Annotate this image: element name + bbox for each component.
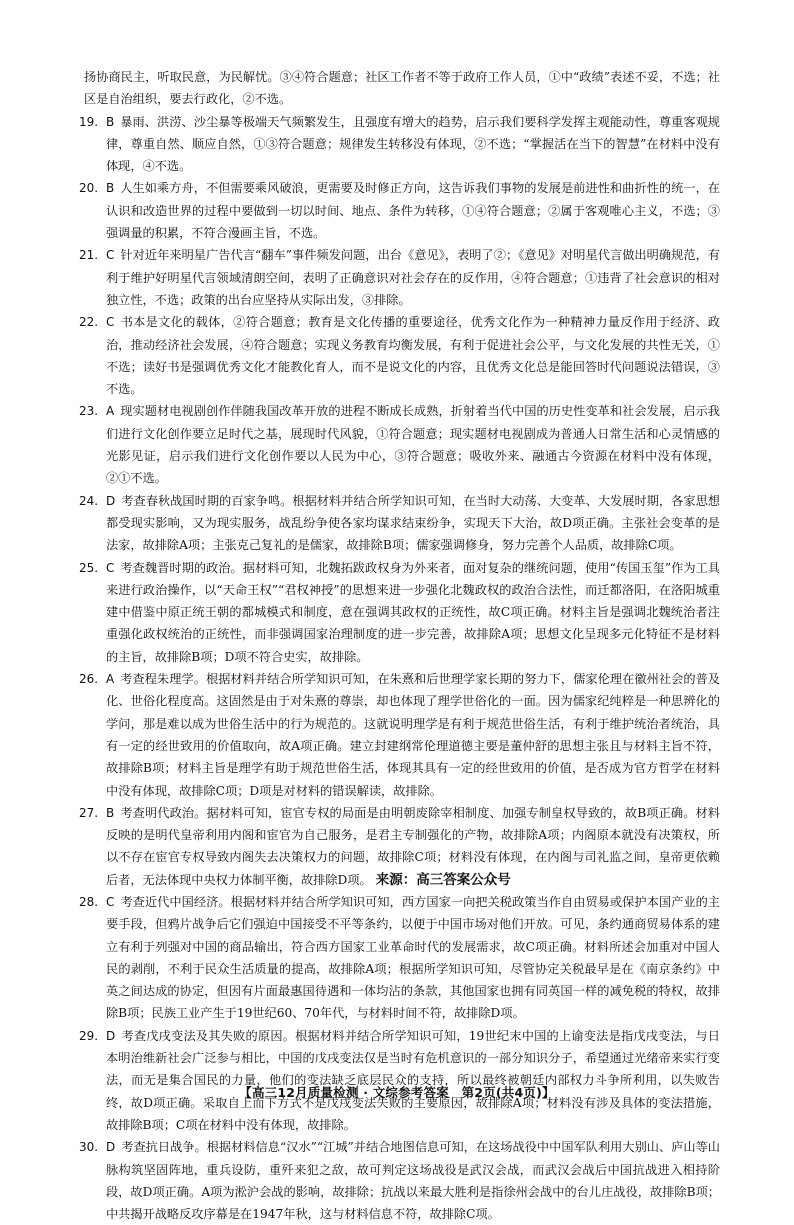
answer-letter: B: [106, 114, 115, 129]
answer-item: [79, 1136, 720, 1225]
answer-letter: C: [106, 894, 115, 909]
answer-item: [79, 177, 720, 244]
explanation-text: 考查魏晋时期的政治。据材料可知，北魏拓跋政权身为外来者，面对复杂的继统问题，使用“传国玉玺”作为工具来进行政治操作，以“天命王权”“君权神授”的思想来进一步强化北魏政权的政治合法性，而迁都洛阳，在洛阳城重建中借鉴中原正统王朝的都城模式和制度，意在强调其政权的正统性，故C项正确。材料主旨是强调北魏统治者注重强化政权统治的正统性，而非强调国家治理制度的进一步完善，故排除A项；思想文化呈现多元化特征不是材料的主旨，故排除B项；D项不符合史实，故排除。: [106, 560, 720, 664]
answer-item: [79, 490, 720, 557]
explanation-text: 暴雨、洪涝、沙尘暴等极端天气频繁发生，且强度有增大的趋势，启示我们要科学发挥主观能动性，尊重客观规律，尊重自然、顺应自然，①③符合题意；规律发生转移没有体现，②不选；“掌握活在当下的智慧”在材料中没有体现，④不选。: [106, 114, 720, 174]
question-number: 25.: [79, 560, 99, 575]
explanation-text: 现实题材电视剧创作伴随我国改革开放的进程不断成长成熟，折射着当代中国的历史性变革和社会发展，启示我们进行文化创作要立足时代之基，展现时代风貌，①符合题意；现实题材电视剧成为普通人日常生活和心灵情感的光影见证，启示我们进行文化创作要以人民为中心，③符合题意；吸收外来、融通古今资源在材料中没有体现，②①不选。: [106, 404, 720, 486]
explanation-text: 针对近年来明星广告代言“翻车”事件频发问题，出台《意见》，表明了②；《意见》对明星代言做出明确规范，有利于维护好明星代言领域清朗空间，表明了正确意识对社会存在的反作用，④符合题意；①违背了社会意识的相对独立性，不选；政策的出台应坚持从实际出发，③排除。: [106, 248, 720, 307]
answer-item: [79, 111, 720, 178]
question-number: 24.: [79, 493, 99, 508]
explanation-text: 书本是文化的载体，②符合题意；教育是文化传播的重要途径，优秀文化作为一种精神力量反作用于经济、政治，推动经济社会发展，④符合题意；实现义务教育均衡发展，有利于促进社会公平，与文化发展的共性无关，①不选；读好书是强调优秀文化才能教化育人，而不是说文化的内容，且优秀文化总是能回答时代问题说法错误，③不选。: [106, 315, 720, 397]
question-number: 19.: [79, 114, 99, 129]
answer-letter: A: [106, 404, 115, 419]
explanation-text: 考查戊戌变法及其失败的原因。根据材料并结合所学知识可知，19世纪末中国的上谕变法是指戊戌变法，与日本明治维新社会广泛参与相比，中国的戊戌变法仅是当时有危机意识的一部分知识分子，希望通过光绪帝来实行变法，而无是集合国民的力量，他们的变法缺乏底层民众的支持，所以最终被朝廷内部权力斗争所利用，以失败告终，故D项正确。采取自上而下方式不是戊戌变法失败的主要原因，故排除A项；材料没有涉及具体的变法措施，故排除B项；C项在材料中没有体现，故排除。: [106, 1028, 720, 1132]
explanation-text: 考查明代政治。据材料可知，宦官专权的局面是由明朝废除宰相制度、加强专制皇权导致的，故B项正确。材料反映的是明代皇帝利用内阁和宦官为自己服务，是君主专制强化的产物，故排除A项；内阁原本就没有决策权，所以不存在宦官专权导致内阁失去决策权力的问题，故排除C项；材料没有体现，在内阁与司礼监之间，皇帝更依赖后者，无法体现中央权力体制平衡，故排除D项。: [106, 805, 720, 887]
answer-letter: A: [106, 672, 115, 687]
answer-letter: B: [106, 805, 115, 820]
answer-letter: B: [106, 181, 115, 196]
question-number: 21.: [79, 248, 99, 263]
question-number: 20.: [79, 181, 99, 196]
explanation-text: 考查抗日战争。根据材料信息“汉水”“江城”并结合地图信息可知，在这场战役中中国军队利用大别山、庐山等山脉构筑坚固阵地，重兵设防，重歼来犯之敌，故可判定这场战役是武汉会战，而武汉会战后中国抗战进入相持阶段，故D项正确。A项为淞沪会战的影响，故排除；抗战以来最大胜利是指徐州会战中的台儿庄战役，故排除B项；中共揭开战略反攻序幕是在1947年秋，这与材料信息不符，故排除C项。: [106, 1140, 720, 1222]
intro-paragraph: 扬协商民主，听取民意，为民解忧。③④符合题意；社区工作者不等于政府工作人员，①中“政绩”表述不妥，不选；社区是自治组织，要去行政化，②不选。: [84, 70, 720, 107]
question-number: 28.: [79, 894, 99, 909]
answer-item: [79, 557, 720, 668]
explanation-text: 考查春秋战国时期的百家争鸣。根据材料并结合所学知识可知，在当时大动荡、大变革、大发展时期，各家思想都受现实影响，又为现实服务，战乱纷争使各家均谋求结束纷争，实现天下大治，故D项正确。主张社会变革的是法家，故排除A项；主张克己复礼的是儒家，故排除B项；儒家强调修身，努力完善个人品质，故排除C项。: [106, 493, 720, 553]
answer-item: [79, 400, 720, 489]
question-number: 30.: [79, 1140, 99, 1155]
question-number: 27.: [79, 805, 99, 820]
answer-item: [79, 1025, 720, 1136]
answer-list: [79, 111, 720, 1225]
question-number: 29.: [79, 1028, 99, 1043]
question-number: 23.: [79, 404, 99, 419]
answer-letter: C: [106, 248, 115, 263]
answer-item: [79, 891, 720, 1025]
answer-item: [79, 311, 720, 400]
answer-letter: D: [106, 1028, 116, 1043]
answer-item: [79, 668, 720, 802]
page-footer: 【高三12月质量检测 · 文综参考答案 第2页(共4页)】: [239, 1085, 555, 1100]
source-watermark-text: 来源：高三答案公众号: [375, 871, 511, 888]
explanation-text: 考查近代中国经济。根据材料并结合所学知识可知，西方国家一向把关税政策当作自由贸易或保护本国产业的主要手段，但鸦片战争后它们强迫中国接受不平等条约，以便于中国市场对他们开放。可见，条约通商贸易体系的建立有利于列强对中国的商品输出，符合西方国家工业革命时代的发展需求，故C项正确。材料所述会加重对中国人民的剥削，不利于民众生活质量的提高，故排除A项；根据所学知识可知，尽管协定关税最早是在《南京条约》中英之间达成的协定，但因有片面最惠国待遇和一体均沾的条款，其他国家也拥有同英国一样的减免税的特权，故排除B项；民族工业产生于19世纪60、70年代，与材料时间不符，故排除D项。: [106, 894, 720, 1021]
answer-letter: C: [106, 560, 115, 575]
explanation-text: 人生如乘方舟，不但需要乘风破浪，更需要及时修正方向，这告诉我们事物的发展是前进性和曲折性的统一，在认识和改造世界的过程中要做到一切以时间、地点、条件为转移，①④符合题意；②属于客观唯心主义，不选；③强调量的积累，不符合漫画主旨，不选。: [106, 181, 720, 241]
answer-letter: D: [106, 1140, 116, 1155]
answer-item: [79, 244, 720, 311]
explanation-text: 考查程朱理学。根据材料并结合所学知识可知，在朱熹和后世理学家长期的努力下，儒家伦理在徽州社会的普及化、世俗化程度高。这固然是由于对朱熹的尊崇，却也体现了理学世俗化的一面。因为儒家纪纯粹是一种思辨化的学问，那是难以成为世俗生活中的行为规范的。这就说明理学是有利于规范世俗生活，有利于维护统治者统治，具有一定的经世致用的价值取向，故A项正确。建立封建纲常伦理道德主要是董仲舒的思想主张且与材料主旨不符，故排除B项；材料主旨是理学有助于规范世俗生活，体现其具有一定的经世致用的价值，是否成为官方哲学在材料中没有体现，故排除C项；D项是对材料的错误解读，故排除。: [106, 672, 720, 798]
question-number: 22.: [79, 315, 99, 330]
answer-item: [79, 802, 720, 891]
answer-letter: D: [106, 493, 116, 508]
question-number: 26.: [79, 672, 99, 687]
answer-letter: C: [106, 315, 115, 330]
